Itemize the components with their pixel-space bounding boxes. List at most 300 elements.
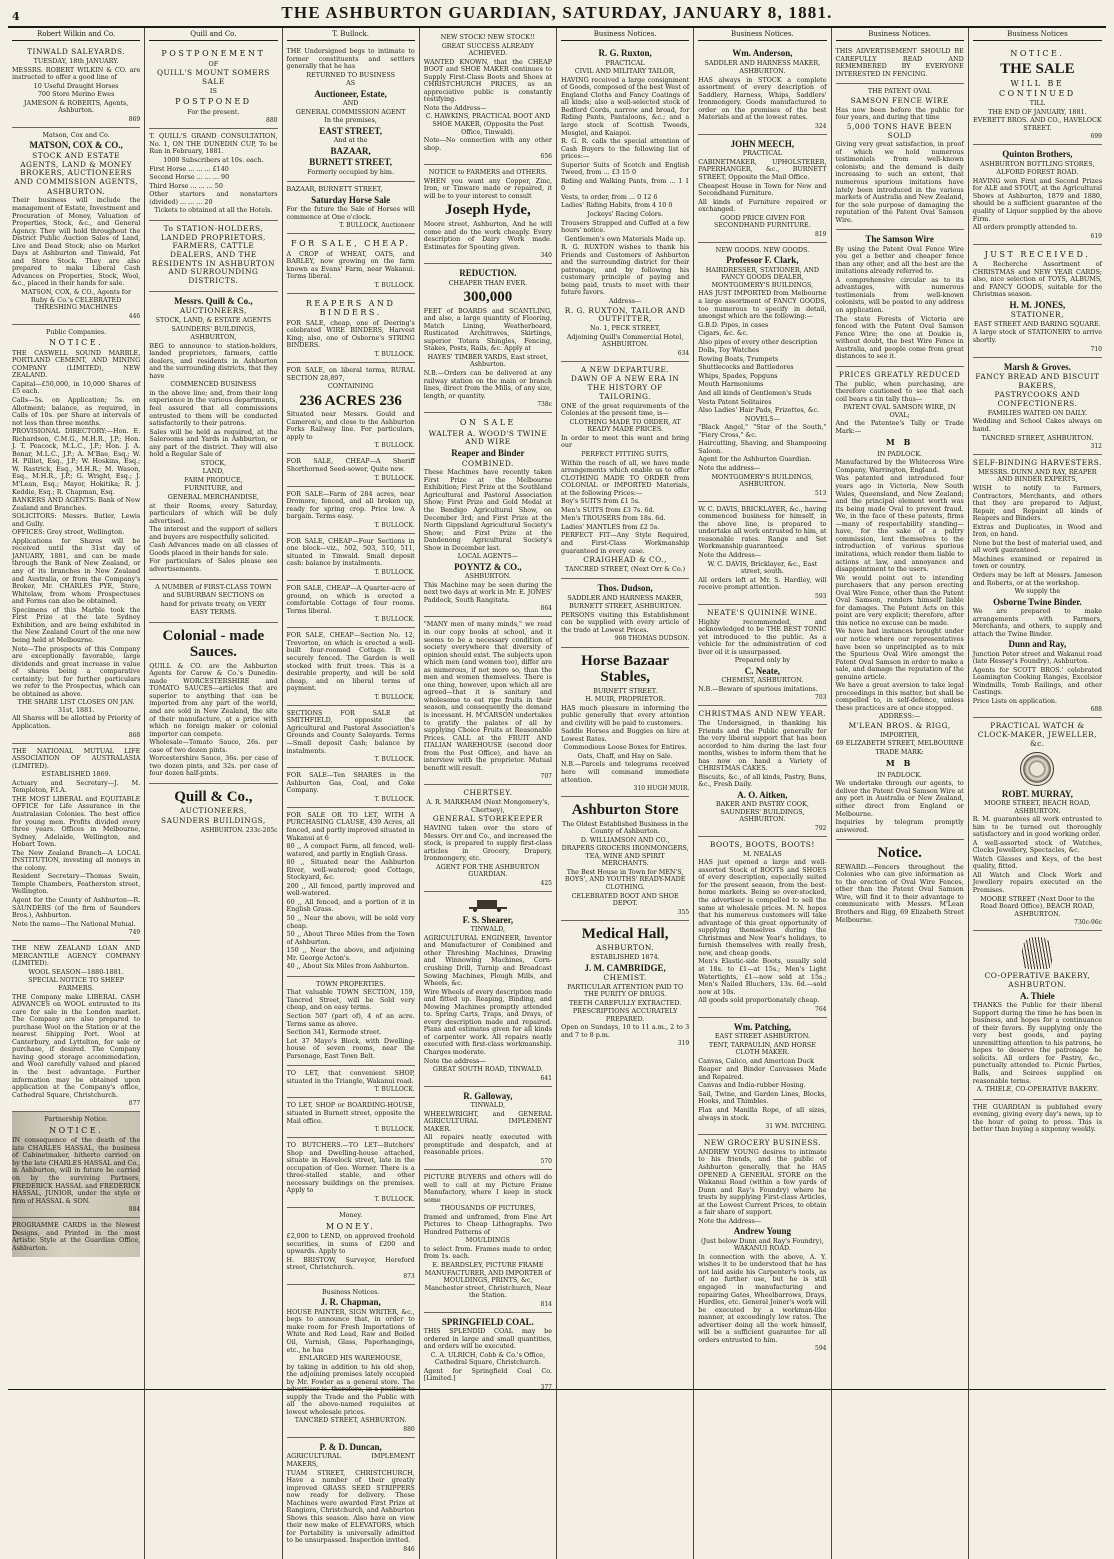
ad-text: and SUBURBAN SECTIONS on xyxy=(162,591,265,600)
ad-subheading: WILL BE CONTINUED xyxy=(999,79,1076,98)
trade-mark: M B xyxy=(885,437,914,448)
ad-text: TILL xyxy=(1029,99,1046,108)
ad-subheading: NEW GROCERY BUSINESS. xyxy=(703,1138,821,1148)
ad-text: MESSRS. DUNN AND RAY, REAPER AND BINDER EXPERTS, xyxy=(978,467,1097,484)
ad-text: Note—No connection with any other shop. xyxy=(423,136,552,152)
column-3 xyxy=(283,28,420,1559)
advertisement xyxy=(149,221,277,292)
advertisement xyxy=(12,744,140,942)
ad-text: BEG to announce to station-holders, landed proprietors, farmers, cattle dealers, and residents in Ashburton and the surrounding districts, that they have xyxy=(149,341,278,380)
ad-heading: 236 ACRES 236 xyxy=(299,392,402,409)
ad-text: FOR SALE, CHEAP—Section No. 12, Trevorton, on which is erected a well-built four-roomed Cottage. It is securely fenced. The Garden is well stocked with fruit trees. This is a desirable property, and will be sold cheap, and on liberal terms of payment. xyxy=(286,631,415,693)
ad-text: Formerly occupied by him. xyxy=(307,167,394,176)
advertisement xyxy=(12,44,140,128)
ad-text: Was patented and introduced four years ago in Victoria, New South Wales, Queensland, and New Zealand; and the principal element worth was its being made Oval to prevent fraud. We, in the face of these patents, firms—many of respectability standing—have, for the sake of a paltry commission, lent themselves to the introduction of various spurious imitations, which render them liable to actions at law, and annoyance and disappointment to the users. xyxy=(835,474,964,574)
ad-text: EAST STREET ASHBURTON. xyxy=(714,1032,810,1041)
ad-text: IS xyxy=(209,86,217,95)
ad-subheading: TINWALD SALEYARDS. xyxy=(27,47,126,57)
advertisement xyxy=(698,44,826,135)
ad-text: Agent for the Ashburton Guardian. xyxy=(698,455,812,464)
ad-text: THE GUARDIAN is published every evening, giving every day's news, up to the hour of going to press. This is better than buying a sixpenny weekly. xyxy=(972,1102,1102,1134)
ad-reference-number: T. BULLOCK. xyxy=(374,616,415,624)
advertisement xyxy=(149,623,277,784)
ad-text: We supply the xyxy=(1014,587,1061,596)
ad-text: ALFORD FOREST ROAD. xyxy=(996,168,1079,177)
advertisement xyxy=(698,605,826,707)
advertisement xyxy=(287,808,415,977)
ad-text: THANKS the Public for their liberal Support during the time he has been in business, and hopes for a continuance of their favors. By supplying only the very best goods, and paying unremitting attention to his patrons, he hopes to deserve the patronage he solicits. All orders for Pastry, &c., punctually attended to. Picnic Parties, Balls, and Soirees supplied on reasonable terms. xyxy=(972,1001,1102,1085)
advertisement xyxy=(836,230,964,367)
ad-text: CABINETMAKER, UPHOLSTERER, PAPERHANGER, &c., BURNETT STREET, Opposite the Mail Office. xyxy=(698,157,827,182)
ad-text: Resident Secretary—Thomas Swain, Temple Chambers, Featherston street, Wellington. xyxy=(12,872,141,896)
ad-text: THIS SPLENDID COAL may be ordered in large and small quantities, and orders will be executed. xyxy=(423,1327,552,1351)
column-heading: Robert Wilkin and Co. xyxy=(12,30,140,41)
ad-text: Business Notices. xyxy=(321,1287,380,1296)
ad-text: CHEAPER THAN EVER. xyxy=(448,278,528,287)
advertisement xyxy=(424,892,552,1087)
ad-text: Superior Suits of Scotch and English Tweed, from ... £3 15 0 xyxy=(561,160,690,177)
ad-text: TO LET, that convenient SHOP, situated in the Triangle, Wakanui road. xyxy=(286,1069,415,1085)
ad-text: 10 Useful Draught Horses xyxy=(33,81,119,90)
ad-text: HAVING won First and Second Prizes for ALE and STOUT, at the Agricultural Shows at Ashburton, 1879 and 1880, should be a sufficient guarantee of the quality of Liquor supplied by the above Firm. xyxy=(972,176,1102,223)
ad-text: WHEELWRIGHT, and GENERAL AGRICULTURAL IMPLEMENT MAKER. xyxy=(423,1109,552,1133)
ad-subheading: PASTRYCOOKS AND CONFECTIONERS. xyxy=(994,390,1081,409)
ad-subheading: NOTICE. xyxy=(49,1125,104,1135)
ad-text: Vests, to order, from ... 0 12 6 xyxy=(561,192,658,201)
ad-text: FARM PRODUCE, xyxy=(184,475,243,484)
ad-text: ASHBURTON. xyxy=(464,572,511,581)
ad-reference-number: T. BULLOCK. xyxy=(374,1086,415,1094)
wheat-sheaf-icon xyxy=(1022,937,1052,969)
ad-text: 200 ,, All fenced, partly improved and well-watered. xyxy=(286,881,415,898)
ad-text: TRADE MARK: xyxy=(875,747,924,756)
ad-reference-number: T. BULLOCK. xyxy=(374,693,415,701)
ad-text: All repairs neatly executed with promptitude and despatch, and at reasonable prices. xyxy=(423,1133,552,1157)
ad-text: FOR SALE, on liberal terms, RURAL SECTION 28,897, xyxy=(286,366,415,382)
ad-reference-number: 877 xyxy=(128,1100,141,1108)
ad-text: Men's Elastic-side Boots, usually sold at 18s. to £1—at 15s.; Men's Light Watertights, £1—now sold at 15s.; Men's Nailed Bluchers, 13s. 6d.—sold now at 10s. xyxy=(698,957,827,996)
ad-text: BANKERS AND AGENTS: Bank of New Zealand and Branches. xyxy=(12,496,141,512)
ad-text: hand for private treaty, on VERY xyxy=(160,599,266,608)
ad-text: Canvas and India-rubber Hosing. xyxy=(698,1081,806,1090)
advertisement xyxy=(287,1098,415,1138)
ad-text: at their Rooms, every Saturday, particulars of which will be duly advertised. xyxy=(149,501,278,525)
ad-text: JAMESON & ROBERTS, Agents, Ashburton. xyxy=(23,98,129,115)
ad-heading: Saturday Horse Sale xyxy=(311,194,391,205)
advertisement xyxy=(287,534,415,581)
ad-text: SADDLER AND HARNESS MAKER, xyxy=(567,593,683,602)
ad-text: R. G. RUXTON wishes to thank his Friends and Customers of Ashburton and the surrounding district for their patronage, and by following his customary principle of paying and being paid, trusts to meet with their future favors. xyxy=(561,243,690,297)
ad-text: Note the address— xyxy=(698,463,761,472)
ad-text: Gentlemen's own Materials Made up. xyxy=(564,234,686,243)
ad-text: BURNETT STREET, ASHBURTON. xyxy=(569,602,682,611)
ad-text: In connection with the above, A. Y. wishes it to be understood that he has not laid aside his Carpenter's tools, as of no further use, but he is still engaged in manufacturing and repairing Gates, Wheelbarrows, Drays, Hurdles, etc. General Joiner's work will be executed by a workman-like manner, at exceedingly low rates. The advertiser doing all the work himself, will be a sufficient guarantee for all orders entrusted to him. xyxy=(698,1252,827,1344)
ad-text: TO BUTCHERS.—TO LET—Butchers' Shop and Dwelling-house attached, situate in Havelock street, late in the occupation of Geo. Worner. There is a three-stalled stable, and other necessary buildings on the premises. Apply to xyxy=(286,1141,415,1195)
ad-text: Moore street, Ashburton, And he will come and do the work cheaply. Every description of Dairy Work made. Estimates for Spouting given. xyxy=(423,219,552,251)
ad-text: GOOD PRICE GIVEN FOR SECONDHAND FURNITURE. xyxy=(714,213,811,230)
ad-text: Ladies' Riding Habits, from 4 10 0 xyxy=(561,201,673,210)
ad-text: TEETH CAREFULLY EXTRACTED. xyxy=(569,998,682,1007)
ad-subheading: CRAIGHEAD & CO., xyxy=(583,555,667,565)
advertisement xyxy=(698,1135,826,1356)
ad-text: Men's SUITS from £3 7s. 6d. xyxy=(561,505,655,514)
ad-reference-number: 312 xyxy=(1090,443,1102,451)
ad-heading: Marsh & Groves. xyxy=(1003,361,1071,372)
ad-text: The Best House in Town for MEN'S, BOYS', AND YOUTHS' READY-MADE CLOTHING. xyxy=(564,867,686,892)
ad-text: COMMENCED BUSINESS xyxy=(170,380,257,389)
ad-text: Wire Wheels of every description made and fitted up. Reaping, Binding, and Mowing Machines promptly attended to. Spring Carts, Traps, and Drays, of every description made and repaired. Plans and estimates given for all kinds of carpenter work. All repairs neatly executed with first-class workmanship. Charges moderate. xyxy=(423,987,552,1056)
ad-text: REWARD.—Fencers throughout the Colonies who can give information as to the erection of Oval Wire Fences, other than the Patent Oval Samson Wire, will find it to their advantage to communicate with Messrs. M'Lean Brothers and Rigg, 69 Elizabeth Street Melbourne. xyxy=(835,862,964,924)
advertisement xyxy=(973,145,1102,244)
advertisement xyxy=(698,502,826,605)
ad-subheading: PRACTICAL WATCH & CLOCK-MAKER, JEWELLER, &c. xyxy=(977,721,1098,748)
ad-text: "Black Angel," "Star of the South," "Fiery Cross," &c. xyxy=(698,423,827,439)
ad-reference-number: T. BULLOCK. xyxy=(374,756,415,764)
ad-text: THE NATIONAL MUTUAL LIFE ASSOCIATION OF AUSTRALASIA (LIMITED). xyxy=(12,746,141,770)
ad-text: SPECIAL NOTICE TO SHEEP FARMERS. xyxy=(28,976,125,992)
ad-text: Note the Address— xyxy=(698,1216,762,1225)
ad-text: E. BEARDSLEY, PICTURE FRAME MANUFACTURER, AND IMPORTER of MOULDINGS, PRINTS, &c, Manchester street, Christchurch, Near the Station. xyxy=(424,1260,552,1300)
ad-subheading: POSTPONEMENT xyxy=(161,49,266,59)
column-6 xyxy=(694,28,831,1559)
advertisement xyxy=(561,648,689,798)
ad-text: Rowing Boats, Trumpets xyxy=(698,354,779,363)
ad-text: Shuttlecocks and Battledores xyxy=(698,363,794,372)
advertisement xyxy=(12,325,140,744)
ad-subheading: FOR SALE, CHEAP. xyxy=(291,239,411,249)
ad-text: PRACTICAL xyxy=(742,149,782,158)
ad-text: All Shares will be allotted by Priority of Application. xyxy=(12,714,141,730)
ad-subheading: WALTER A. WOOD'S TWINE AND WIRE xyxy=(428,428,548,447)
ad-heading: Wm. Anderson, xyxy=(732,48,793,59)
ad-text: Jockeys' Racing Colors. xyxy=(587,209,664,218)
advertisement xyxy=(287,1285,415,1438)
ad-text: EAST STREET AND BARING SQUARE. xyxy=(974,319,1101,328)
advertisement xyxy=(424,1087,552,1170)
ad-text: And at the xyxy=(333,136,368,145)
advertisement xyxy=(149,292,277,580)
advertisement xyxy=(424,617,552,785)
ad-text: HAS always in STOCK a complete assortment of every description of Saddlery, Harness, Whips, Saddlers' Ironmongery. Goods manufactured to order on the premises of the best Materials and at the lowest rates. xyxy=(698,75,827,122)
ad-heading: 300,000 xyxy=(463,289,513,306)
advertisement xyxy=(698,243,826,502)
ad-text: Calls—5s. on Application; 5s. on Allotment; balance, as required, in Calls of 10s. per Share at intervals of not less than three months. xyxy=(12,396,141,427)
ad-text: We are prepared to make arrangements with Farmers, Merchants, and others, to supply and attach the Twine Binder. xyxy=(972,607,1102,638)
ad-text: Second Horse ... ... ... 90 xyxy=(149,173,230,182)
ad-text: R. G. R. calls the special attention of Cash Buyers to the following list of prices:— xyxy=(561,137,690,161)
ad-reference-number: 619 xyxy=(1090,232,1102,240)
ad-text: ASHBURTON BOTTLING STORES, xyxy=(980,159,1095,168)
ad-text: Mouth Harmoniums xyxy=(698,380,764,389)
ad-text: HAVING received a large consignment of Goods, composed of the best West of England Cloths and Fancy Coatings of all kinds; also a well-selected stock of Bedford Cords, narrow and broad, for Riding Pants, Pantaloons, &c.; and a large stock of Scottish Tweeds, Mosgiel, and Kaiapoi. xyxy=(561,75,690,137)
ad-subheading: REAPERS AND BINDERS. xyxy=(305,298,396,318)
ad-subheading: NOTICE. xyxy=(49,338,104,348)
ad-text: M. NEALAS xyxy=(743,849,782,858)
ad-reference-number: 446 xyxy=(128,312,141,320)
ad-text: 50 ,, Near the above, will be sold very cheap. xyxy=(286,914,415,930)
ad-text: Public Companies. xyxy=(46,327,107,336)
advertisement xyxy=(287,1438,415,1557)
ad-subheading: ASHBURTON. xyxy=(46,186,106,196)
column-2 xyxy=(145,28,282,1559)
column-1 xyxy=(8,28,145,1559)
ad-heading: BAZAAR, xyxy=(330,145,371,156)
ad-text: N.B.—Beware of spurious imitations. xyxy=(698,684,818,693)
ad-text: THE Undersigned begs to intimate to former constituents and settlers generally that he has xyxy=(286,47,415,71)
ad-text: AGENT FOR THE ASHBURTON GUARDIAN. xyxy=(435,862,540,879)
ad-text: All kinds of Furniture repaired or exchanged. xyxy=(698,197,827,214)
ad-subheading: SELF-BINDING HARVESTERS. xyxy=(972,458,1102,468)
ad-text: Agent for Springfield Coal Co. [Limited.] xyxy=(423,1366,552,1383)
ad-reference-number: 324 xyxy=(815,122,827,130)
advertisement xyxy=(561,362,689,580)
advertisement xyxy=(561,579,689,647)
ad-text: SADDLER AND HARNESS MAKER, xyxy=(704,58,821,67)
ad-text: 69 ELIZABETH STREET, MELBOURNE xyxy=(835,739,964,748)
ad-text: Section 341, Kermode street. xyxy=(286,1028,382,1037)
ad-text: A CROP of WHEAT, OATS, and BARLEY, now growing on the farm known as Evans' Farm, near Wakanui. Terms liberal. xyxy=(286,249,415,281)
ad-text: OF xyxy=(208,59,219,68)
ad-text: All Watch and Clock Work and Jewellery repairs executed on the Premises. xyxy=(972,870,1102,895)
ad-text: CHEMIST, ASHBURTON. xyxy=(721,676,804,685)
ad-heading: Auctioneer, Estate, xyxy=(314,88,387,99)
ad-text: Situated near Messrs. Gould and Cameron's, and close to the Ashburton Forks Railway line. For particulars, apply to xyxy=(286,410,415,441)
advertisement xyxy=(424,1170,552,1313)
ad-text: SAUNDERS' BUILDINGS, xyxy=(171,324,256,333)
ad-text: Junction Peter street and Wakanui road (late Hessey's Foundry), Ashburton. xyxy=(972,649,1102,666)
ad-text: PRACTICAL xyxy=(605,58,645,67)
ad-reference-number: 868 xyxy=(128,731,141,739)
ad-heading: A. Thiele xyxy=(1019,990,1055,1001)
ad-text: HOUSE PAINTER, SIGN WRITER, &c., begs to announce that, in order to make room for Fresh Importations of White and Red Lead, Raw and Boiled Oil, Varnish, Glass, Paperhangings, etc., he has xyxy=(286,1307,415,1354)
ad-text: 80 ,, Situated near the Ashburton River, well-watered; good Cottage, Stockyard, &c. xyxy=(286,858,415,882)
ad-text: TUESDAY, 18th JANUARY. xyxy=(33,56,119,65)
ad-subheading: PRICES GREATLY REDUCED xyxy=(838,369,961,379)
ad-text: AND xyxy=(342,99,359,108)
ad-text: 700 Store Merino Ewes xyxy=(37,90,115,99)
ad-text: by taking in addition to his old shop, the adjoining premises lately occupied by Mr. Fowler as a general store. The advertiser is, therefore, in a position to supply the Trade and the Public with all the above-named requisites at lowest wholesale prices. xyxy=(286,1362,415,1416)
advertisement xyxy=(973,1100,1102,1139)
ad-heading: Colonial - made Sauces. xyxy=(162,627,265,661)
ad-subheading: CO-OPERATIVE BAKERY, ASHBURTON. xyxy=(984,971,1091,990)
ad-text: EVERETT BROS. AND CO., HAVELOCK STREET. xyxy=(973,116,1102,132)
ad-text: PICTURE BUYERS and others will do well to call at my Picture Frame Manufactory, where I keep in stock some xyxy=(423,1172,552,1204)
ad-heading: JOHN MEECH, xyxy=(730,139,795,150)
ad-text: MOORE STREET (Next Door to the Road Board Office), BEACH ROAD, ASHBURTON. xyxy=(980,894,1095,918)
ad-text: 60 ,, All fenced, and a portion of it in English Grass. xyxy=(286,897,415,914)
ad-heading: Dunn and Ray, xyxy=(1008,639,1067,650)
ad-text: First Horse ... ... ... £140 xyxy=(149,164,229,173)
advertisement xyxy=(287,487,415,534)
ad-text: Note—The prospects of this Company are exceptionally favorable, large dividends and great increase in value of shares being a comparative certainty; but for further particulars we refer to the Prospectus, which can be obtained as above. xyxy=(12,644,141,698)
ad-text: FOR SALE, CHEAP—Four Sections in one block—viz., 502, 503, 510, 511, situated in Tinwald. Small deposit cash: balance by instalments. xyxy=(286,536,415,568)
ad-text: £2,000 to LEND, on approved freehold securities, in sums of £200 and upwards. Apply to xyxy=(286,1232,415,1256)
advertisement xyxy=(424,165,552,264)
ad-reference-number: T. BULLOCK. xyxy=(374,1196,415,1204)
ad-heading: POYNTZ & CO., xyxy=(454,561,522,572)
ad-text: IN PADLOCK. xyxy=(877,449,923,458)
ad-text: QUILL & CO. are the Ashburton Agents for Carow & Co.'s Dunedin-made WORCESTERSHIRE and TOMATO SAUCES—articles that are superior to anything that can be imported from any part of the world, and are sold in New Zealand, the site of their manufacture, at a price with which no foreign maker or colonial importer can compete. xyxy=(149,661,278,738)
advertisement xyxy=(287,454,415,486)
ad-text: MATSON, COX, & CO., Agents for Ruby & Co.'s CELEBRATED THRESHING MACHINES xyxy=(21,288,132,312)
ad-text: HAS just opened a large and well-assorted Stock of BOOTS and SHOES of every description, especially suited for the present season, from the best-home markets. Being so over-stocked, the advertiser is compelled to sell the same at wholesale prices. M. N. hopes that his numerous customers will take advantage of this great opportunity of supplying themselves during the Christmas and New Year's holidays, to furnish themselves with really fresh, new, and cheap goods. xyxy=(698,858,827,957)
ad-reference-number: 846 xyxy=(403,1545,415,1553)
ad-text: We undertake through our agents, to deliver the Patent Oval Samson Wire at any port in Australia or New Zealand, either direct from England or Melbourne. xyxy=(835,779,964,818)
ad-text: The Oldest Established Business in the County of Ashburton. xyxy=(561,819,689,836)
ad-reference-number: 634 xyxy=(677,349,690,357)
ad-text: FOR SALE OR TO LET, WITH A PURCHASING CLAUSE, 439 Acres, all fenced, and partly improved situated in Wakanui at 6 xyxy=(286,810,415,842)
ad-text: Note the address— xyxy=(423,1056,486,1065)
advertisement xyxy=(149,580,277,623)
ad-heading: SPRINGFIELD COAL. xyxy=(441,1316,534,1327)
ad-text: Worcestershire Sauce, 36s. per case of two dozen pints, and 32s. per case of four dozen half-pints. xyxy=(149,754,278,778)
ad-text: THE END OF JANUARY, 1881. xyxy=(988,107,1087,116)
ad-text: A large stock of STATIONERY to arrive shortly. xyxy=(972,328,1102,345)
ad-heading: Horse Bazaar Stables, xyxy=(581,652,670,685)
ad-subheading: QUILL'S MOUNT SOMERS SALE xyxy=(156,68,270,86)
ad-text: Cheapest House in Town for New and Secondhand Furniture. xyxy=(698,181,827,198)
advertisement xyxy=(12,1218,140,1257)
advertisement xyxy=(698,1018,826,1135)
ad-text: In order to meet this want and bring our xyxy=(561,433,690,450)
ad-text: Section 507 (part of), 4 of an acre. Terms same as above. xyxy=(286,1012,415,1028)
ad-text: BAKER AND PASTRY COOK, SAUNDERS' BUILDINGS, ASHBURTON. xyxy=(715,800,809,824)
ad-text: That valuable TOWN SECTION, 159, Tancred Street, will be Sold very cheap, and on easy terms. xyxy=(286,988,415,1012)
advertisement xyxy=(424,785,552,891)
ad-text: Machines examined or repaired in town or country. xyxy=(972,554,1102,571)
ad-reference-number: 869 xyxy=(128,115,141,123)
ad-text: FOR SALE—Farm of 284 acres, near Dromore, fenced, and all broken up, ready for spring crop. Price low. A bargain. Terms easy. xyxy=(286,489,415,521)
ad-text: TINWALD, xyxy=(470,1101,506,1110)
ad-text: We have had instances brought under our notice where our representatives have been so unprincipled as to mix the Spurious Oval Wire amongst the Patent Oval Samson in order to make a sale, and damage the reputation of the genuine article. xyxy=(835,627,964,681)
ad-text: Men's TROUSERS from 18s. 6d. xyxy=(561,514,666,523)
ad-text: PROVISIONAL DIRECTORY:—Hon. E. Richardson, C.M.G., M.H.R., J.P.; Hon. J. T. Peacock, M.L.C., J.P.; Hon. J. A. Bonar, M.L.C., J.P.; A. M'Bae, Esq.; W. H. Pilliet, Esq., J.P.; W. Hoskins, Esq.; W. Rastrick, Esq., M.H.R.; M. Wason, Esq., M.H.R., J.P.; G. Wright, Esq.; J. M'Lean, Esq.; Mayor, Hokitika; R. J. Keddie, Esq.; R. Chapman, Esq. xyxy=(12,427,141,496)
ad-text: Biscuits, &c., of all kinds, Pastry, Buns, &c., Fresh Daily. xyxy=(698,772,827,789)
ad-text: For the future the Sale of Horses will commence at One o'clock. xyxy=(286,204,415,221)
ad-text: A well-assorted stock of Watches, Clocks Jewellery, Spectacles, &c. xyxy=(972,838,1102,855)
ad-text: Vesta Patent Solitaires xyxy=(698,397,772,406)
ad-text: Note the name—The National Mutual. xyxy=(12,919,136,928)
ad-text: No. 1, PECK STREET, xyxy=(589,324,661,333)
ad-text: THIS ADVERTISEMENT SHOULD BE CAREFULLY READ AND REMEMBERED BY EVERYONE INTERESTED IN FENCING. xyxy=(835,47,964,78)
ad-text: Price Lists on application. xyxy=(972,696,1058,705)
ad-subheading: R. G. RUXTON, TAILOR AND OUTFITTER, xyxy=(564,305,686,324)
ad-text: SECTIONS FOR SALE at SMITHFIELD, opposite the Agricultural and Pastoral Association's Grounds and County Saleyards. Terms—Small deposit Cash; balance by instalments. xyxy=(286,708,415,755)
ad-reference-number: 738c xyxy=(537,401,552,409)
ad-text: H. MUIR, PROPRIETOR. xyxy=(585,695,666,704)
ad-text: The New Zealand Branch—A LOCAL INSTITUTION, investing all moneys in the colony. xyxy=(12,848,141,872)
ad-text: PARTICULAR ATTENTION PAID TO THE PURITY OF DRUGS. xyxy=(567,982,684,999)
ad-text: TO LET, SHOP or BOARDING-HOUSE, situated in Burnett street, opposite the Mail office. xyxy=(286,1101,415,1125)
ad-reference-number: 31 WM. PATCHING. xyxy=(765,1123,827,1131)
ad-text: FEET of BOARDS and SCANTLING, and also, a large quantity of Flooring, Match Lining, Weatherboard, Rusticated Architraves, Skirtings, superior Totara Shingles, Fencing, Stakes, Posts, Rails, &c. Apply at xyxy=(423,306,552,353)
ad-subheading: AUCTIONEERS, xyxy=(179,806,247,816)
advertisement xyxy=(424,30,552,165)
column-heading: Quill and Co. xyxy=(149,30,277,41)
ad-text: BAZAAR, BURNETT STREET, xyxy=(286,185,383,194)
ad-text: Open on Sundays, 10 to 11 a.m., 2 to 3 and 7 to 8 p.m. xyxy=(561,1023,690,1039)
ad-text: Actuary and Secretary—J. M. Templeton, F.I.A. xyxy=(12,778,141,795)
ad-text: Orders may be left at Messrs. Jameson and Roberts, or at the workshop. xyxy=(972,571,1102,587)
ad-subheading: MONEY. xyxy=(325,1221,376,1231)
clock-engraving-icon xyxy=(1020,752,1054,786)
column-4 xyxy=(420,28,557,1559)
ad-subheading: CHERTSEY. xyxy=(463,788,513,798)
ad-text: And the Patentee's Tally or Trade Mark:— xyxy=(835,419,964,435)
ad-text: Cigars, &c. &c. xyxy=(698,329,749,338)
ad-reference-number: T. BULLOCK. xyxy=(374,281,415,289)
ad-text: Address— xyxy=(608,297,642,305)
column-8 xyxy=(969,28,1106,1559)
ad-text: IN consequence of the death of the late CHARLES HASSAL, the business of Cabinetmaker, hitherto carried on by the late CHARLES HASSAL and Co., in Ashburton, will in future be carried on by the surviving Partners, FREDERICK HASSAL and FREDERICK HASSAL, JUNIOR, under the style or firm of HASSAL & SON. xyxy=(12,1136,141,1205)
ad-text: CLOTHING MADE TO ORDER, AT READY MADE PRICES. xyxy=(569,417,681,434)
ad-reference-number: 570 xyxy=(540,1157,552,1165)
ad-subheading: DAWN OF A NEW ERA IN THE HISTORY OF TAILORING. xyxy=(570,374,680,401)
ad-text: THE SHARE LIST CLOSES ON JAN. 31st, 1881. xyxy=(17,698,135,714)
advertisement xyxy=(149,784,277,838)
ad-text: Extras and Duplicates, in Wood and Iron, on hand. xyxy=(972,522,1102,539)
advertisement xyxy=(287,628,415,705)
ad-heading: A. O. Aitken, xyxy=(737,789,788,800)
ad-reference-number: 319 xyxy=(677,1040,690,1048)
ad-text: All orders promptly attended to. xyxy=(972,223,1078,232)
ad-text: HAIRDRESSER, STATIONER, AND FANCY GOODS DEALER, MONTGOMERY'S BUILDINGS, xyxy=(705,265,820,289)
ad-text: ESTABLISHED 1874. xyxy=(590,952,660,961)
ad-text: H. BRISTOW, Surveyor, Hereford street, Christchurch. xyxy=(286,1255,415,1272)
column-heading: Business Notices. xyxy=(561,30,689,41)
ad-subheading: STOCK AND ESTATE AGENTS, LAND & MONEY BROKERS, AUCTIONEERS AND COMMISSION AGENTS, xyxy=(14,150,139,186)
ad-text: FOR SALE—Ten SHARES in the Ashburton Gas, Coal, and Coke Company. xyxy=(286,771,415,795)
ad-text: STOCK, LAND, & ESTATE AGENTS xyxy=(155,316,272,324)
ad-heading: H. M. JONES, xyxy=(1009,299,1066,310)
ad-text: Matson, Cox and Co. xyxy=(42,130,110,139)
ad-text: This Machine may be seen during the next two days at work in Mr. E. JONES' Paddock, South Rangitata. xyxy=(423,580,552,604)
ad-text: Money. xyxy=(339,1211,363,1220)
ad-text: GREAT SUCCESS ALREADY ACHIEVED. xyxy=(441,41,535,58)
column-7 xyxy=(832,28,969,1559)
ad-text: W. C. DAVIS, BRICKLAYER, &c., having commenced business for himself, in the above line, is prepared to undertake all work entrusted to him, at reasonable rates. Range and Set Workmanship guaranteed. xyxy=(698,504,827,551)
ad-text: Capital—£50,000, in 10,000 Shares of £5 each. xyxy=(12,379,141,396)
ad-text: AS xyxy=(346,79,356,88)
ad-text: THE Company make LIBERAL CASH ADVANCES on WOOL entrusted to its care for sale in the London market. The Company are also prepared to purchase Wool on the Station or at the nearest Shipping Port. Wool at Canterbury, and Lyttelton, for sale or purchase, if desired. The Company having good storage accommodation, and Wool carefully valued and placed in the best advantage. Further information may be obtained upon application at the Company's office, Cathedral Square, Christchurch. xyxy=(12,992,141,1099)
ad-text: Lot 37 Mayo's Block, with Dwelling-house of seven rooms, near the Parsonage, East Town Belt. xyxy=(286,1036,415,1060)
advertisement xyxy=(287,977,415,1066)
ad-text: TANCRED STREET, ASHBURTON. xyxy=(294,1416,407,1425)
trade-mark: M B xyxy=(885,758,914,769)
ad-text: TENT, TARPAULIN, AND HORSE CLOTH MAKER. xyxy=(708,1040,816,1057)
advertisement xyxy=(424,413,552,617)
ad-reference-number: 749 xyxy=(128,929,141,937)
ad-reference-number: T. BULLOCK, Auctioneer xyxy=(339,222,415,230)
ad-text: Commodious Loose Boxes for Entires. xyxy=(563,743,687,752)
ad-text: GENERAL MERCHANDISE, xyxy=(167,493,259,502)
advertisement xyxy=(561,921,689,1052)
ad-text: Agents for SCOTT BROS.' celebrated Leamington Cooking Ranges, Excelsior Windmills, Tomb Railings, and other Castings. xyxy=(972,665,1102,697)
ad-heading: R. Galloway, xyxy=(463,1090,513,1101)
ad-subheading: STATIONER, xyxy=(1010,310,1064,320)
ad-text: Flax and Manilla Rope, of all sizes, always in stock. xyxy=(698,1106,827,1122)
ad-text: For particulars of Sales please see advertisements. xyxy=(149,557,278,573)
ad-text: (Just below Dunn and Ray's Foundry), WAKANUI ROAD. xyxy=(700,1236,824,1253)
advertisement xyxy=(287,1208,415,1285)
ad-text: And all kinds of Gentlemen's Studs xyxy=(698,389,812,398)
ad-text: All orders left at Mr. S. Hardley, will receive prompt attention. xyxy=(698,575,827,592)
advertisement xyxy=(424,1313,552,1395)
ad-text: Boy's SUITS from £1 5s. xyxy=(561,497,641,506)
ad-text: C. HAWKINS, PRACTICAL BOOT AND SHOE MAKER, (Opposite the Post Office, Tinwald). xyxy=(425,112,551,136)
ad-text: Reaper and Binder Canvasses Made and Repaired. xyxy=(698,1065,827,1081)
ad-reference-number: T. BULLOCK. xyxy=(374,442,415,450)
